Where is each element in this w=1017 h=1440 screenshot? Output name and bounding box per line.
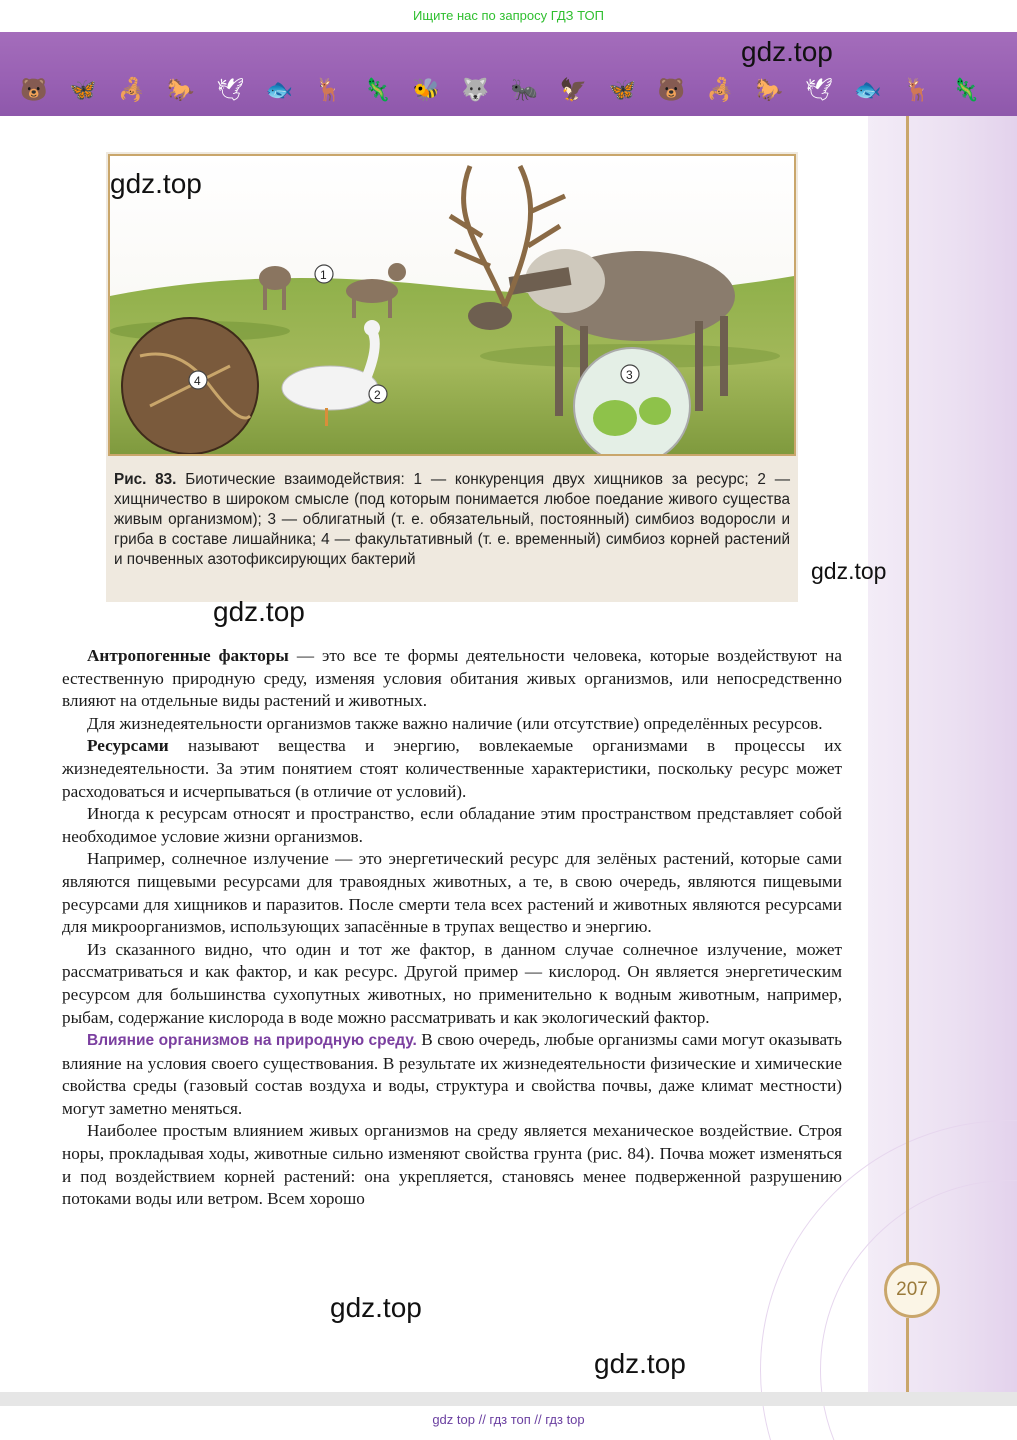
figure-label-4: 4: [194, 374, 201, 388]
figure-label-3: 3: [626, 368, 633, 382]
section-subheading: Влияние организмов на природную среду.: [87, 1032, 417, 1050]
page-bottom-edge: [0, 1392, 1017, 1406]
figure-caption-text: Биотические взаимодействия: 1 — конкуренция двух хищников за ресурс; 2 — хищничество в широком смысле (под которым понимается любое поедание живого существа живым организмом); 3 — облигатный (т. е. обязательный, постоянный) симбиоз водоросли и гриба в составе лишайника; 4 — факультативный (т. е. временный) симбиоз корней растений и почвенных азотофиксирующих бактерий: [114, 471, 790, 568]
insect-icon: 🐝: [412, 78, 441, 103]
fish-icon: 🐟: [265, 78, 294, 103]
paragraph: Наиболее простым влиянием живых организмов на среду является механическое воздействие. Строя норы, прокладывая ходы, животные сильно изменяют свойства грунта (рис. 84). Почва может изменяться и под воздействием корней растений: она укрепляется, становясь менее подверженной разрушению потоками воды или ветром. Всем хорошо: [62, 1121, 842, 1209]
paragraph: [62, 645, 842, 713]
watermark: gdz.top: [741, 36, 833, 67]
top-notice: Ищите нас по запросу ГДЗ ТОП: [0, 0, 1017, 32]
bird-icon: 🕊: [804, 78, 833, 103]
butterfly-icon: 🦋: [69, 78, 97, 103]
bird-icon: 🦅: [559, 78, 588, 103]
paragraph: Например, солнечное излучение — это энергетический ресурс для зелёных растений, которые сами являются пищевыми ресурсами для травоядных животных, а те, в свою очередь, являются пищевыми ресурсами для хищников и паразитов. После смерти тела всех растений и животных являются ресурсами для микроорганизмов, использующих запасённые в трупах вещество и энергию.: [62, 849, 842, 937]
figure-label-1: 1: [320, 268, 327, 282]
lizard-icon: 🦎: [363, 78, 392, 103]
paragraph: [62, 1029, 842, 1120]
deer-icon: 🦌: [314, 78, 343, 103]
bear-icon: 🐻: [20, 78, 48, 103]
chapter-banner: [0, 32, 1017, 116]
bear-icon: 🐻: [657, 78, 686, 103]
deer-icon: 🦌: [903, 78, 931, 103]
paragraph: Из сказанного видно, что один и тот же фактор, в данном случае солнечное излучение, может рассматриваться и как фактор, и как ресурс. Другой пример — кислород. Он является энергетическим ресурсом для большинства сухопутных животных, но применительно к водным животным, например, рыбам, содержание кислорода в воде можно рассматривать и как экологический фактор.: [62, 939, 842, 1027]
watermark: gdz.top: [594, 1348, 686, 1379]
watermark: gdz.top: [330, 1292, 422, 1323]
scorpion-icon: 🦂: [118, 78, 146, 103]
watermark: gdz.top: [213, 596, 305, 627]
ant-icon: 🐜: [510, 78, 539, 103]
bird-icon: 🕊: [216, 78, 244, 103]
paragraph: Иногда к ресурсам относят и пространство, если обладание этим пространством представляет собой необходимое условие жизни организмов.: [62, 804, 842, 846]
figure-83-illustration: [108, 154, 796, 456]
paragraph-text: называют вещества и энергию, вовлекаемые организмами в процессы их жизнедеятельности. За этим понятием стоят количественные характеристики, поскольку ресурс может расходоваться и исчерпываться (в отличие от условий).: [62, 736, 842, 801]
paragraph-text: В свою очередь, любые организмы сами могут оказывать влияние на условия своего существования. В результате их жизнедеятельности физические и химические свойства среды (газовый состав воздуха и воды, структура и свойства почвы, даже климат местности) могут заметно меняться.: [62, 1030, 842, 1118]
watermark: gdz.top: [811, 558, 887, 584]
lizard-icon: 🦎: [952, 78, 980, 103]
main-text: [62, 645, 842, 1211]
figure-caption: [114, 470, 790, 570]
paragraph-text: — это все те формы деятельности человека, которые воздействуют на естественную природную среду, изменяя условия обитания живых организмов, или непосредственно влияют на отдельные виды растений и животных.: [62, 646, 842, 711]
term: Антропогенные факторы: [87, 646, 289, 665]
footer-links: gdz top // гдз топ // гдз top: [432, 1412, 585, 1427]
scorpion-icon: 🦂: [706, 78, 735, 103]
fish-icon: 🐟: [854, 78, 882, 103]
page-number: 207: [884, 1262, 940, 1318]
lichen-inset: [574, 348, 690, 454]
watermark: gdz.top: [110, 168, 202, 199]
wolf-icon: 🐺: [461, 78, 490, 103]
margin-rule: [906, 1318, 909, 1398]
animal-icon-row: [20, 76, 980, 106]
figure-caption-label: Рис. 83.: [114, 471, 177, 488]
paragraph: [62, 735, 842, 803]
term: Ресурсами: [87, 736, 169, 756]
butterfly-icon: 🦋: [608, 78, 637, 103]
figure-label-2: 2: [374, 388, 381, 402]
margin-rule: [906, 116, 909, 1271]
horse-icon: 🐎: [755, 78, 784, 103]
paragraph: Для жизнедеятельности организмов также важно наличие (или отсутствие) определённых ресурсов.: [87, 713, 823, 733]
horse-icon: 🐎: [167, 78, 195, 103]
